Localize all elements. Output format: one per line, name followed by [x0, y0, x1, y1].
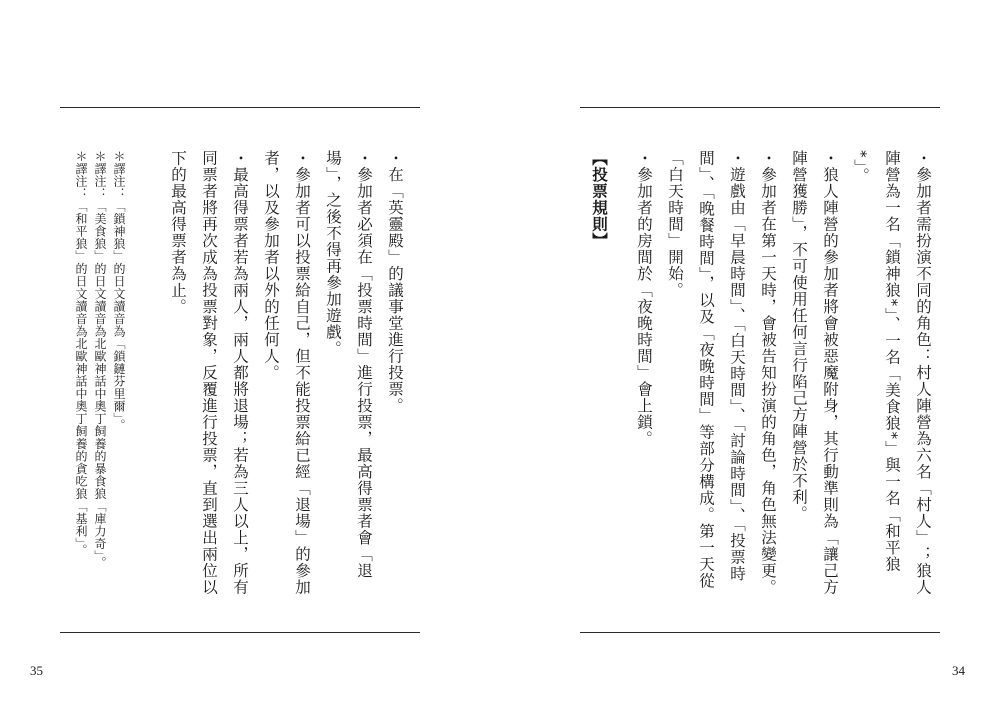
top-rule	[580, 107, 940, 108]
top-rule	[60, 107, 420, 108]
right-page	[500, 0, 1000, 709]
section-heading: 【投票規則】	[590, 150, 608, 249]
bottom-rule	[60, 632, 420, 633]
page-number: 35	[30, 663, 43, 678]
bottom-rule	[580, 632, 940, 633]
bullet-paragraph: ・參加者在第一天時，會被告知扮演的角色，角色無法變更。	[759, 150, 777, 596]
right-page-text	[569, 150, 938, 605]
left-page-text	[71, 150, 410, 605]
bullet-paragraph: ・參加者的房間於「夜晚時間」會上鎖。	[635, 150, 653, 447]
bullet-paragraph: ・參加者需扮演不同的角色：村人陣營為六名「村人」；狼人陣營為一名「鎖神狼*」、一名「美食狼*」與一名「和平狼*」。	[852, 150, 932, 596]
bullet-paragraph: ・最高得票者若為兩人，兩人都將退場；若為三人以上，所有同票者將再次成為投票對象，反覆進行投票，直到選出兩位以下的最高得票者為止。	[169, 150, 249, 596]
bullet-paragraph: ・在「英靈殿」的議事堂進行投票。	[386, 150, 404, 414]
translator-note: ＊譯注：「鎖神狼」的日文讀音為「鎖鏈芬里爾」。	[112, 150, 126, 432]
bullet-paragraph: ・狼人陣營的參加者將會被惡魔附身，其行動準則為「讓己方陣營獲勝」，不可使用任何言行陷己方陣營於不利。	[790, 150, 839, 596]
bullet-paragraph: ・參加者可以投票給自己，但不能投票給已經「退場」的參加者，以及參加者以外的任何人。	[262, 150, 311, 596]
bullet-paragraph: ・遊戲由「早晨時間」、「白天時間」、「討論時間」、「投票時間」、「晚餐時間」，以及「夜晚時間」等部分構成。第一天從「白天時間」開始。	[666, 150, 746, 589]
translator-note: ＊譯注：「和平狼」的日文讀音為北歐神話中奧丁飼養的貪吃狼「基利」。	[74, 150, 88, 557]
page-number: 34	[952, 663, 965, 678]
translator-note: ＊譯注：「美食狼」的日文讀音為北歐神話中奧丁飼養的暴食狼「庫力奇」。	[93, 150, 107, 569]
bullet-paragraph: ・參加者必須在「投票時間」進行投票，最高得票者會「退場」，之後不得再參加遊戲。	[324, 150, 373, 579]
